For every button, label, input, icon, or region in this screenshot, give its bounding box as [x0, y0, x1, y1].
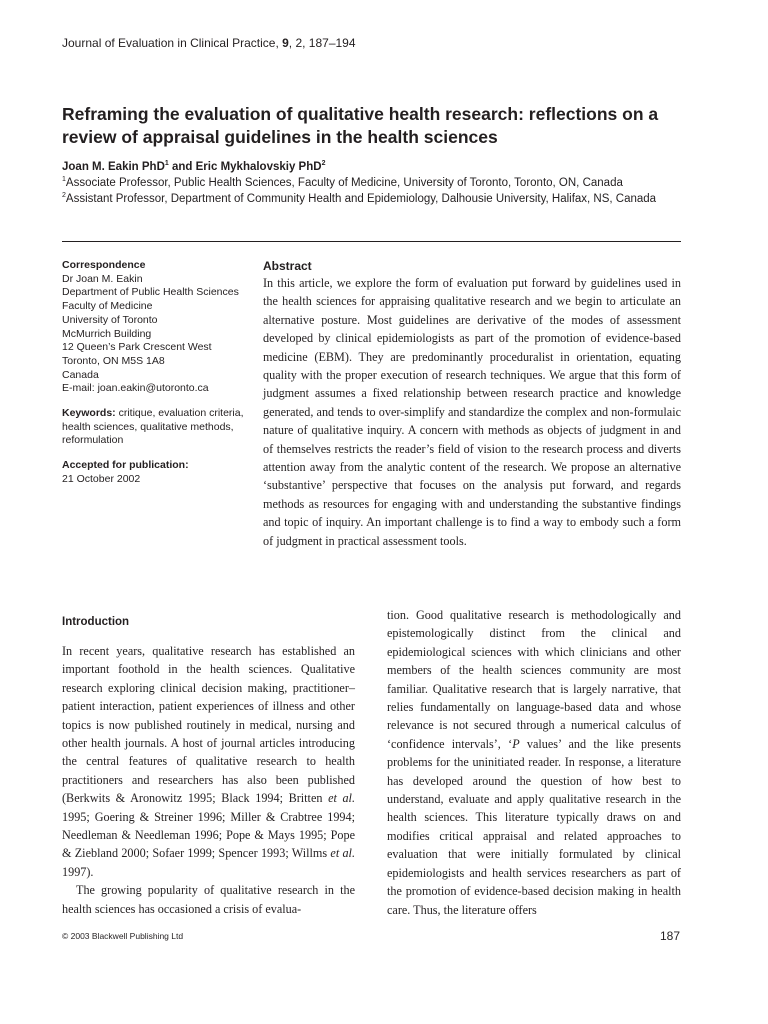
- author-superscript: 2: [321, 160, 326, 168]
- article-sidebar: [62, 259, 252, 498]
- body-paragraph: The growing popularity of qualitative research in the health sciences has occasioned a crisis of evalua-: [62, 883, 355, 916]
- journal-volume: 9: [282, 36, 289, 50]
- affiliation: [62, 193, 656, 205]
- accepted-date: 21 October 2002: [62, 472, 141, 485]
- correspondence-line: University of Toronto: [62, 313, 158, 326]
- author-name: Eric Mykhalovskiy PhD: [195, 161, 322, 173]
- section-heading-introduction: Introduction: [62, 616, 130, 628]
- correspondence-line: Canada: [62, 368, 99, 381]
- header-divider: [62, 241, 681, 242]
- author-separator: and: [168, 161, 196, 173]
- body-paragraph-continued: [387, 606, 681, 919]
- body-italic-run: et al.: [330, 846, 355, 861]
- body-text-run: 1995; Goering & Streiner 1996; Miller & Crabtree 1994; Needleman & Needleman 1996; Pope & Mays 1995; Pope & Ziebland 2000; Sofaer 1999; Spencer 1993; Willms: [62, 809, 355, 861]
- affiliation-text: Assistant Professor, Department of Community Health and Epidemiology, Dalhousie University, Halifax, NS, Canada: [65, 193, 657, 205]
- abstract-heading: Abstract: [263, 259, 312, 273]
- author-line: [62, 161, 325, 173]
- correspondence-block: [62, 259, 252, 396]
- body-column-left: [62, 614, 355, 918]
- affiliation: [62, 177, 623, 189]
- page-number: 187: [660, 929, 681, 943]
- author-superscript: 1: [164, 160, 169, 168]
- correspondence-line: Department of Public Health Sciences: [62, 286, 239, 299]
- copyright-notice: © 2003 Blackwell Publishing Ltd: [62, 931, 184, 941]
- body-text-run: 1997).: [62, 864, 94, 879]
- body-paragraph: [62, 642, 355, 881]
- journal-name: Journal of Evaluation in Clinical Practice,: [62, 36, 283, 50]
- journal-issue-pages: , 2, 187–194: [288, 36, 356, 50]
- author-name: Joan M. Eakin PhD: [62, 161, 165, 173]
- correspondence-line: Faculty of Medicine: [62, 300, 153, 313]
- correspondence-line: Toronto, ON M5S 1A8: [62, 354, 165, 367]
- accepted-block: [62, 459, 252, 486]
- affiliation-text: Associate Professor, Public Health Sciences, Faculty of Medicine, University of Toronto, Toronto, ON, Canada: [65, 177, 623, 189]
- body-italic-run: et al.: [328, 791, 355, 806]
- affiliation-superscript: 2: [62, 192, 66, 200]
- accepted-heading: Accepted for publication:: [62, 459, 189, 472]
- abstract-section: [263, 258, 681, 550]
- affiliation-superscript: 1: [62, 176, 66, 184]
- running-head: [62, 36, 356, 50]
- correspondence-line: 12 Queen’s Park Crescent West: [62, 341, 212, 354]
- keywords-text: critique, evaluation criteria, health sciences, qualitative methods, reformulation: [62, 407, 244, 447]
- body-italic-run: P: [512, 736, 520, 751]
- correspondence-line: McMurrich Building: [62, 327, 152, 340]
- keywords-block: [62, 407, 252, 448]
- article-title: Reframing the evaluation of qualitative health research: reflections on a review of appraisal guidelines in the health sciences: [62, 104, 659, 147]
- body-column-right: [387, 606, 681, 919]
- correspondence-line: Dr Joan M. Eakin: [62, 272, 143, 285]
- abstract-text: In this article, we explore the form of evaluation put forward by guidelines used in the health sciences for appraising qualitative research and we begin to articulate an alternative posture. Most guidelines are derivative of the modes of assessment developed by clinical epidemiologists as part of the promotion of evidence-based medicine (EBM). They are predominantly proceduralist in orientation, equating quality with the proper execution of research techniques. We argue that this form of judgment assumes a fixed relationship between research practice and knowledge generated, and tends to over-simplify and standardize the complex and non-formulaic nature of qualitative inquiry. A concern with methods as objects of judgment in and of themselves restricts the reader’s field of vision to the research process and diverts attention away from the analytic content of the research. We propose an alternative ‘substantive’ perspective that focuses on the analysis put forward, and regards methods as resources for engaging with and understanding the substantive findings and topic of inquiry. An important challenge is to find a way to embody such a form of judgment in practical assessment tools.: [263, 276, 681, 548]
- body-text-run: In recent years, qualitative research has established an important foothold in the health sciences. Qualitative research exploring clinical decision making, practitioner–patient interaction, patient experiences of illness and other topics is now published routinely in medical, nursing and other health journals. A host of journal articles introducing the central features of qualitative research to health practitioners and researchers has also been published (Berkwits & Aronowitz 1995; Black 1994; Britten: [62, 644, 355, 806]
- correspondence-heading: Correspondence: [62, 259, 146, 271]
- body-text-run: values’ and the like presents problems for the uninitiated reader. In response, a literature has developed around the question of how best to understand, evaluate and apply qualitative research in the health sciences. This literature typically draws on and modifies critical appraisal and related approaches to evaluation that were initially formulated by clinical epidemiologists and health services researchers as part of the promotion of evidence-based decision making in health care. Thus, the literature offers: [387, 736, 681, 917]
- keywords-heading: Keywords:: [62, 407, 116, 420]
- body-text-run: tion. Good qualitative research is methodologically and epistemologically distinct from the clinical and epidemiological sciences with which clinicians and other members of the health sciences community are most familiar. Qualitative research that is largely narrative, that relies fundamentally on language-based data and whose relevance is not secured through a numerical calculus of ‘confidence intervals’, ‘: [387, 608, 681, 751]
- correspondence-email: E-mail: joan.eakin@utoronto.ca: [62, 382, 209, 395]
